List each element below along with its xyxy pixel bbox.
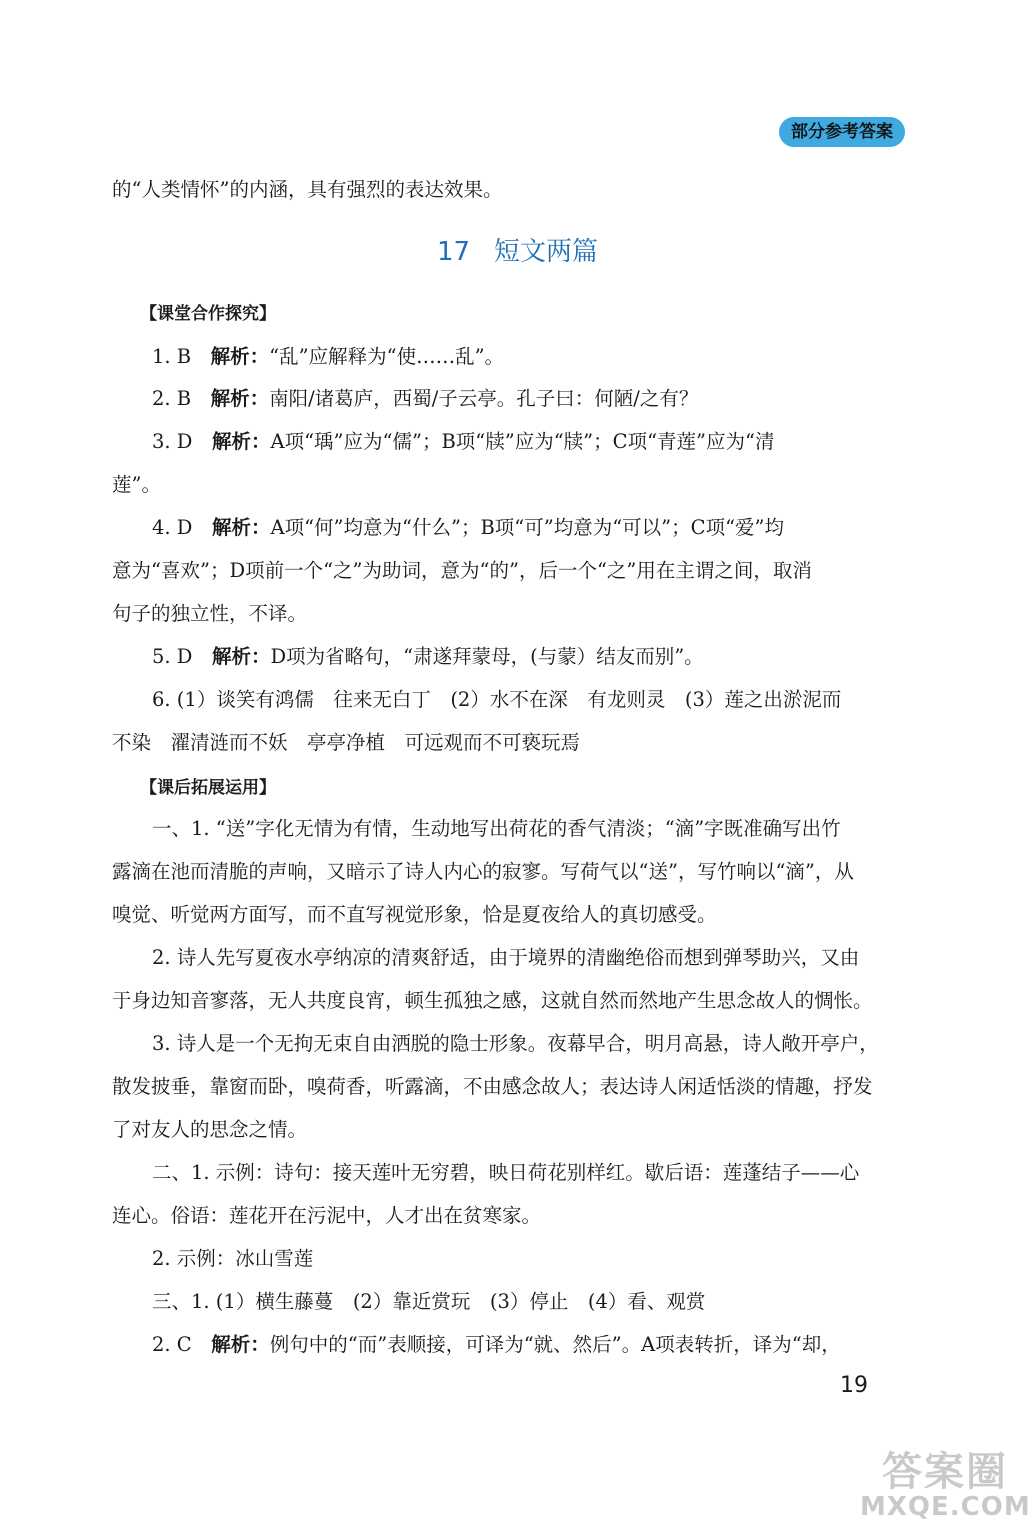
- answer-label: 1. B: [152, 345, 192, 368]
- heading-class-cooperation: 【课堂合作探究】: [140, 304, 276, 324]
- heading-after-class: 【课后拓展运用】: [140, 778, 276, 798]
- answer-1: [152, 343, 912, 371]
- analysis-tag: 解析：: [211, 430, 271, 453]
- ext-2-line-2: 于身边知音寥落，无人共度良宵，顿生孤独之感，这就自然而然地产生思念故人的惆怅。: [112, 989, 873, 1012]
- answer-3: [152, 428, 912, 456]
- answer-text: A项“瑀”应为“儒”；B项“牍”应为“牍”；C项“青莲”应为“清: [270, 430, 775, 453]
- answer-text: 例句中的“而”表顺接，可译为“就、然后”。A项表转折，译为“却，: [269, 1333, 841, 1356]
- ext-3-line-1: 3. 诗人是一个无拘无束自由洒脱的隐士形象。夜幕早合，明月高悬，诗人敞开亭户，: [152, 1032, 879, 1055]
- answer-text: A项“何”均意为“什么”；B项“可”均意为“可以”；C项“爱”均: [270, 516, 785, 539]
- ext-1-line-2: 露滴在池而清脆的声响，又暗示了诗人内心的寂寥。写荷气以“送”，写竹响以“滴”，从: [112, 860, 854, 883]
- section-number: 17: [436, 237, 471, 267]
- section-title-text: 短文两篇: [494, 237, 599, 267]
- ext-6: 三、1. (1）横生藤蔓 (2）靠近赏玩 (3）停止 (4）看、观赏: [152, 1290, 706, 1313]
- analysis-tag: 解析：: [210, 345, 270, 368]
- watermark-logo: [860, 1440, 1030, 1530]
- ext-5: 2. 示例：冰山雪莲: [152, 1247, 314, 1270]
- answer-text: 南阳/诸葛庐，西蜀/子云亭。孔子曰：何陋/之有？: [269, 387, 699, 410]
- analysis-tag: 解析：: [211, 645, 271, 668]
- answer-label: 2. C: [152, 1333, 192, 1356]
- ext-3-line-2: 散发披垂，靠窗而卧，嗅荷香，听露滴，不由感念故人；表达诗人闲适恬淡的情趣，抒发: [112, 1075, 873, 1098]
- ext-1-line-1: 一、1. “送”字化无情为有情，生动地写出荷花的香气清淡；“滴”字既准确写出竹: [152, 817, 841, 840]
- answer-text: D项为省略句，“肃遂拜蒙母，(与蒙）结友而别”。: [270, 645, 704, 668]
- watermark-top: 答案圈: [882, 1449, 1008, 1495]
- watermark-bottom: MXQE.COM: [860, 1492, 1031, 1522]
- answer-4: [152, 514, 912, 542]
- answer-3-cont: 莲”。: [112, 473, 161, 496]
- answer-label: 3. D: [152, 430, 193, 453]
- answer-5: [152, 643, 912, 671]
- ext-4-line-1: 二、1. 示例：诗句：接天莲叶无穷碧，映日荷花别样红。歇后语：莲蓬结子——心: [152, 1161, 860, 1184]
- intro-line: 的“人类情怀”的内涵，具有强烈的表达效果。: [112, 178, 503, 201]
- answer-label: 5. D: [152, 645, 193, 668]
- answer-4-cont-2: 句子的独立性，不译。: [112, 602, 308, 625]
- ext-2-line-1: 2. 诗人先写夏夜水亭纳凉的清爽舒适，由于境界的清幽绝俗而想到弹琴助兴，又由: [152, 946, 860, 969]
- ext-7: [152, 1331, 912, 1359]
- answer-2: [152, 385, 912, 413]
- answer-label: 2. B: [152, 387, 192, 410]
- section-title: [0, 234, 1035, 270]
- analysis-tag: 解析：: [211, 1333, 270, 1356]
- answer-6-line-1: 6. (1）谈笑有鸿儒 往来无白丁 (2）水不在深 有龙则灵 (3）莲之出淤泥而: [152, 688, 842, 711]
- answer-label: 4. D: [152, 516, 193, 539]
- answer-text: “乱”应解释为“使……乱”。: [269, 345, 505, 368]
- analysis-tag: 解析：: [211, 516, 271, 539]
- ext-4-line-2: 连心。俗语：莲花开在污泥中，人才出在贫寒家。: [112, 1204, 542, 1227]
- answer-6-line-2: 不染 濯清涟而不妖 亭亭净植 可远观而不可亵玩焉: [112, 731, 581, 754]
- ext-3-line-3: 了对友人的思念之情。: [112, 1118, 308, 1141]
- page-number: 19: [840, 1373, 868, 1398]
- answer-badge: 部分参考答案: [779, 117, 905, 147]
- answer-4-cont-1: 意为“喜欢”；D项前一个“之”为助词，意为“的”，后一个“之”用在主谓之间，取消: [112, 559, 812, 582]
- analysis-tag: 解析：: [210, 387, 270, 410]
- ext-1-line-3: 嗅觉、听觉两方面写，而不直写视觉形象，恰是夏夜给人的真切感受。: [112, 903, 717, 926]
